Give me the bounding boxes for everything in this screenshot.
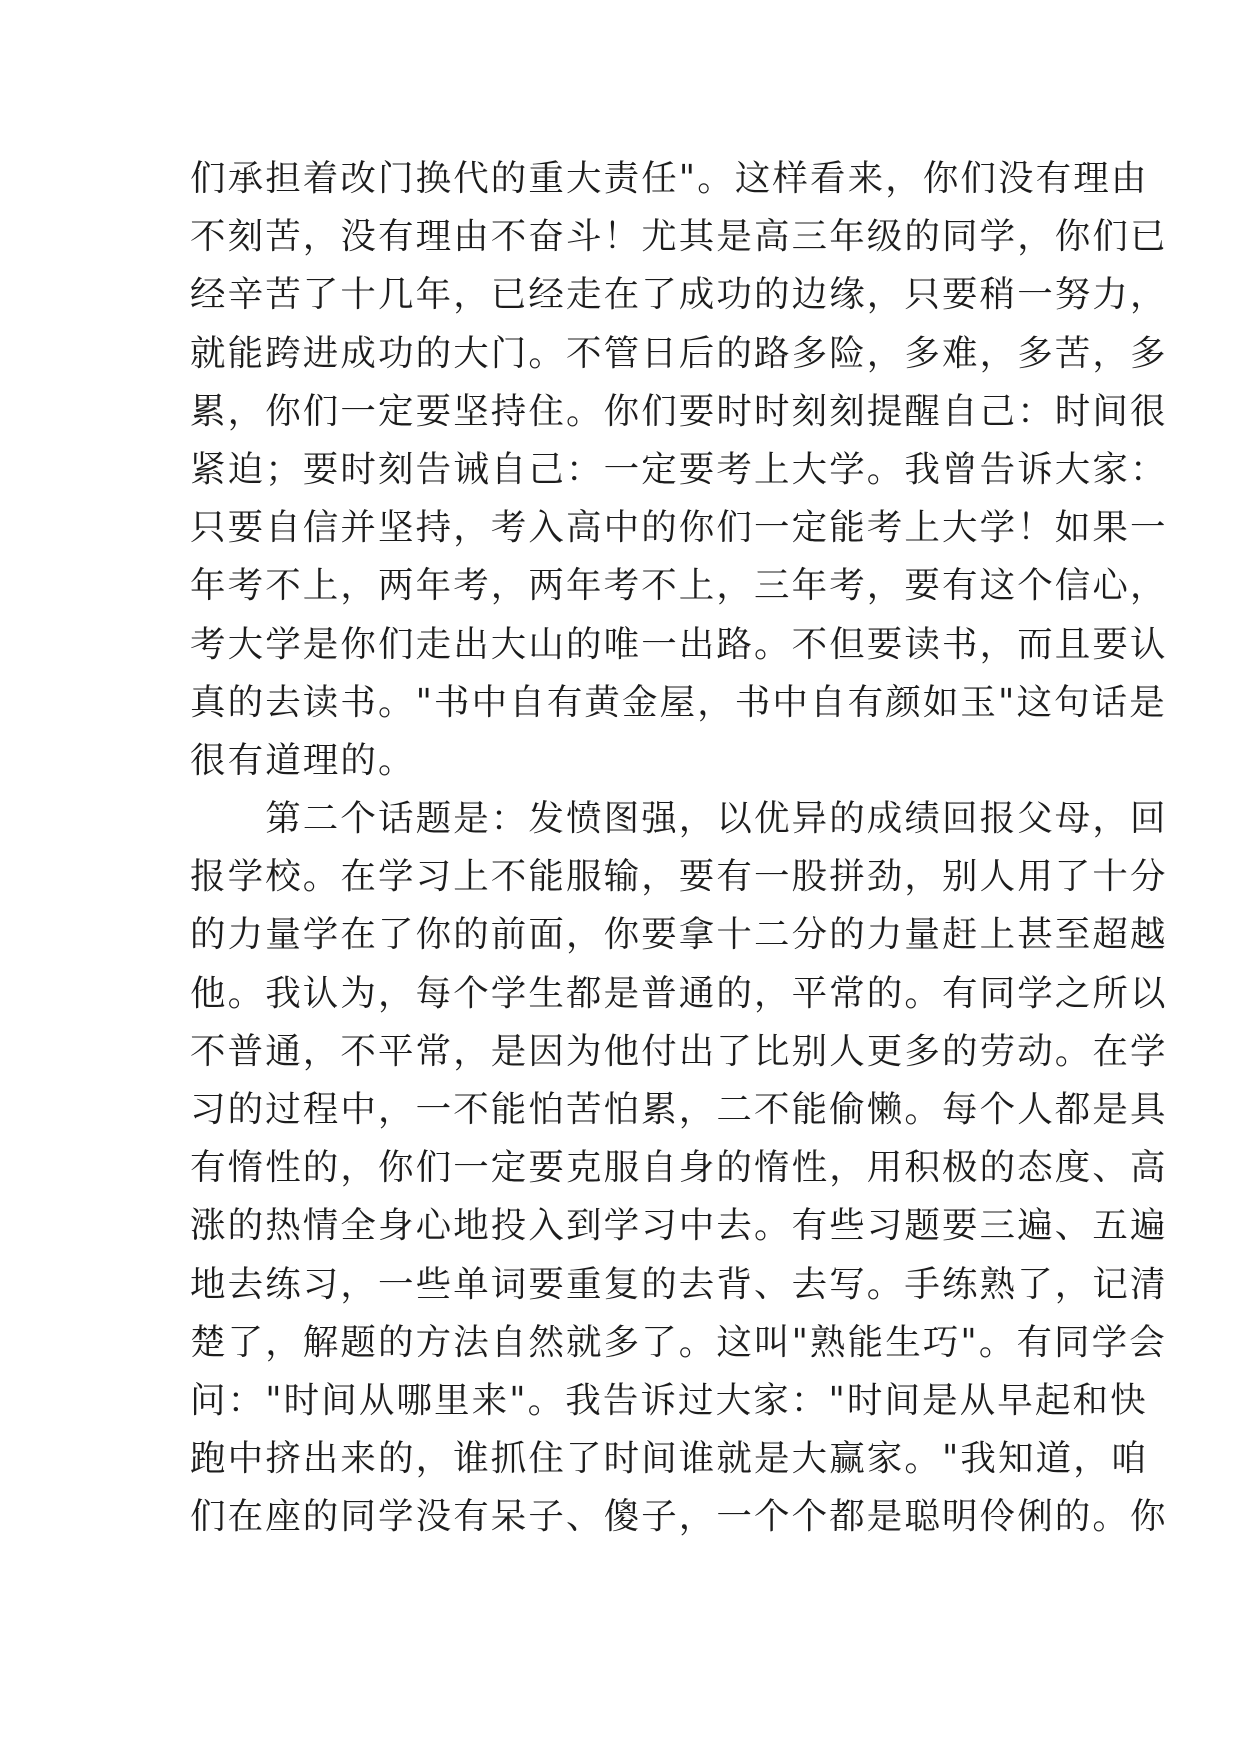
body-text: [190, 150, 1168, 1547]
text-line: 累，你们一定要坚持住。你们要时时刻刻提醒自己：时间很: [190, 390, 1168, 432]
text-line: 们承担着改门换代的重大责任"。这样看来，你们没有理由: [190, 158, 1149, 199]
text-line: 就能跨进成功的大门。不管日后的路多险，多难，多苦，多: [190, 332, 1168, 374]
text-line: 年考不上，两年考，两年考不上，三年考，要有这个信心，: [190, 565, 1168, 607]
text-line: 经辛苦了十几年，已经走在了成功的边缘，只要稍一努力，: [190, 274, 1168, 316]
text-line: 习的过程中，一不能怕苦怕累，二不能偷懒。每个人都是具: [190, 1089, 1168, 1130]
text-line: 紧迫；要时刻告诫自己：一定要考上大学。我曾告诉大家：: [190, 448, 1168, 490]
text-line: 只要自信并坚持，考入高中的你们一定能考上大学！如果一: [190, 507, 1168, 549]
text-line: 他。我认为，每个学生都是普通的，平常的。有同学之所以: [190, 972, 1168, 1014]
text-line: 地去练习，一些单词要重复的去背、去写。手练熟了，记清: [190, 1263, 1168, 1305]
text-line: 们在座的同学没有呆子、傻子，一个个都是聪明伶俐的。你: [190, 1496, 1168, 1538]
text-line: 问："时间从哪里来"。我告诉过大家："时间是从早起和快: [190, 1379, 1148, 1421]
text-line: 不普通，不平常，是因为他付出了比别人更多的劳动。在学: [190, 1030, 1168, 1072]
text-line: 很有道理的。: [190, 739, 416, 781]
text-line: 有惰性的，你们一定要克服自身的惰性，用积极的态度、高: [190, 1147, 1168, 1189]
text-line: 涨的热情全身心地投入到学习中去。有些习题要三遍、五遍: [190, 1205, 1168, 1247]
text-line: 不刻苦，没有理由不奋斗！尤其是高三年级的同学，你们已: [190, 216, 1168, 258]
text-line: 报学校。在学习上不能服输，要有一股拼劲，别人用了十分: [190, 856, 1168, 898]
text-line: 的力量学在了你的前面，你要拿十二分的力量赶上甚至超越: [190, 914, 1168, 956]
text-line: 考大学是你们走出大山的唯一出路。不但要读书，而且要认: [190, 623, 1168, 665]
text-line: 真的去读书。"书中自有黄金屋，书中自有颜如玉"这句话是: [190, 681, 1167, 723]
text-line: 跑中挤出来的，谁抓住了时间谁就是大赢家。"我知道，咱: [190, 1438, 1149, 1480]
text-line: 楚了，解题的方法自然就多了。这叫"熟能生巧"。有同学会: [190, 1321, 1167, 1363]
text-line: 第二个话题是：发愤图强，以优异的成绩回报父母，回: [190, 798, 1168, 840]
